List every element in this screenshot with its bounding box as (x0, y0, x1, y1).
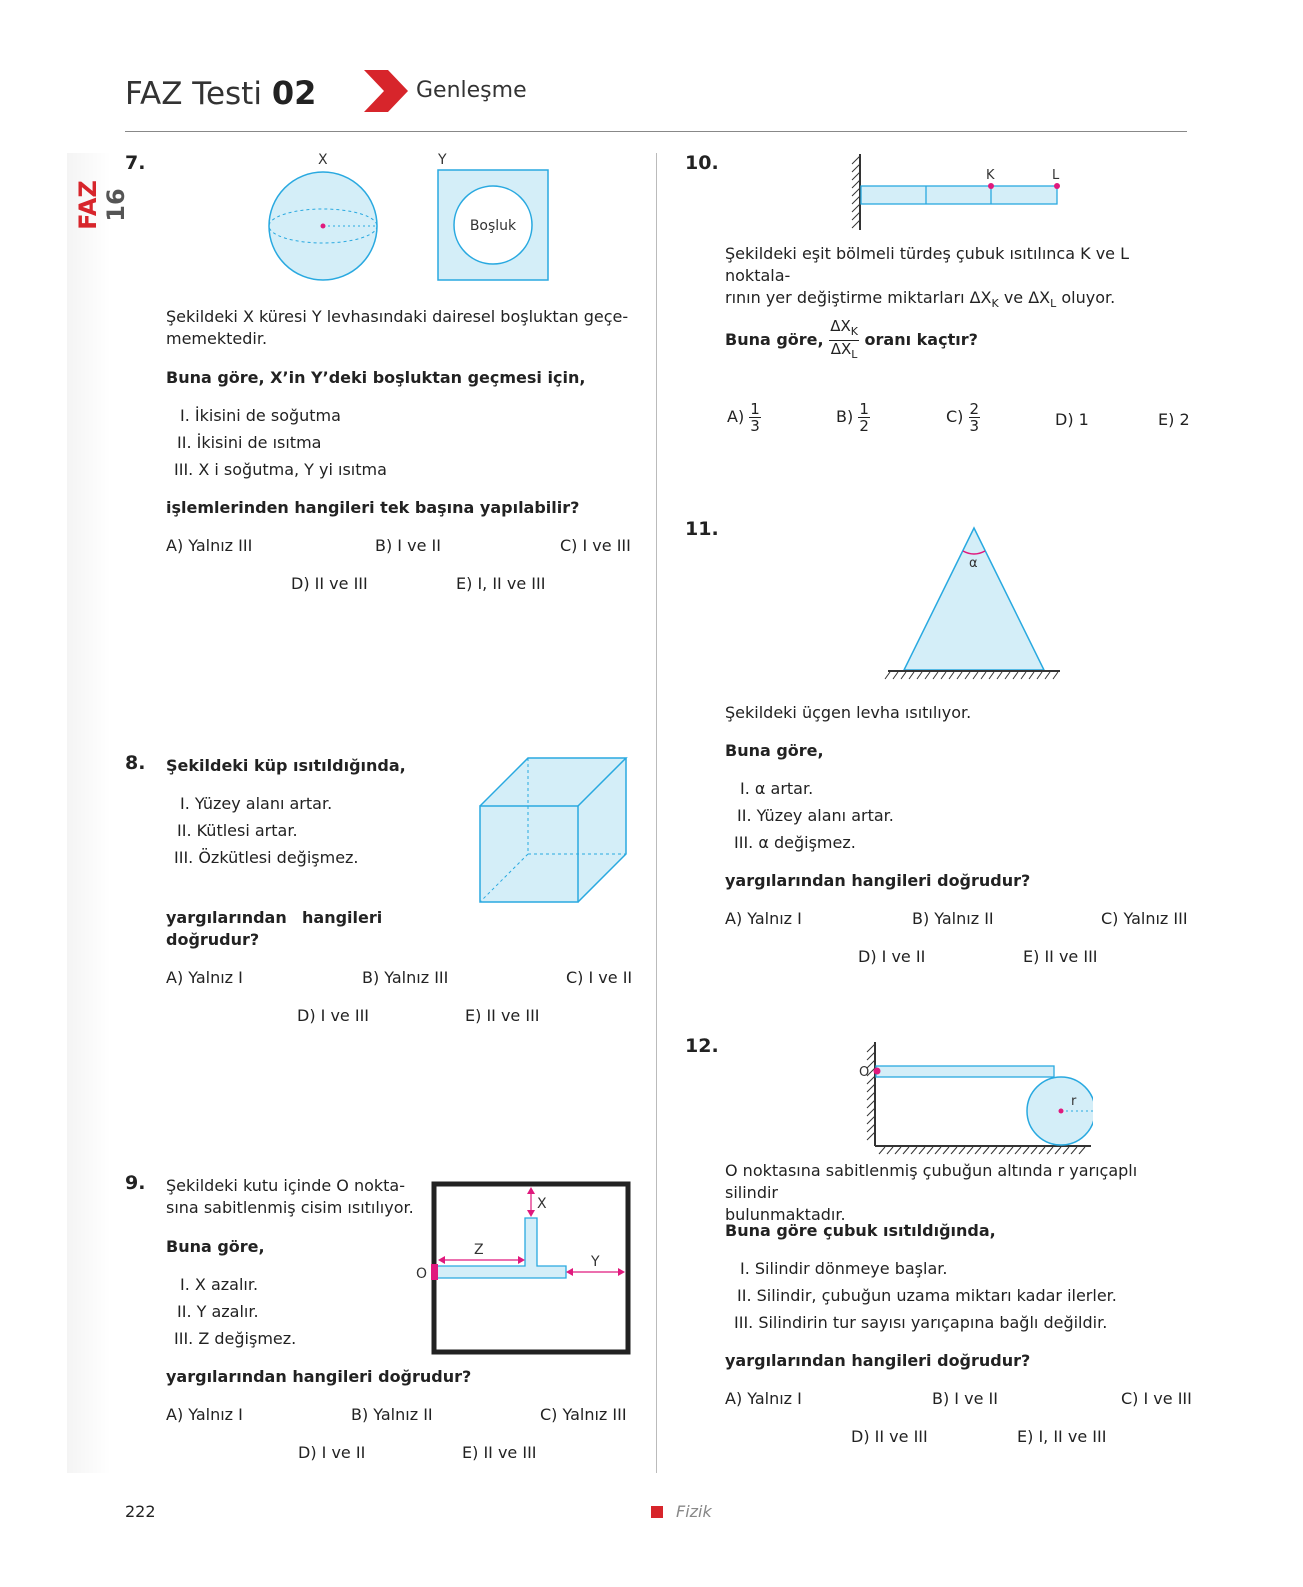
q10-option-c-den: 3 (969, 417, 980, 435)
sphere-center-point (321, 224, 326, 229)
topic-title: Genleşme (416, 78, 527, 103)
q10-option-d[interactable]: D) 1 (1055, 410, 1089, 429)
question-12-number: 12. (685, 1035, 719, 1057)
q9-question: Buna göre, (166, 1237, 265, 1256)
q12-option-c[interactable]: C) I ve III (1121, 1389, 1192, 1408)
q10-question (725, 318, 978, 363)
q8-item-3: III. Özkütlesi değişmez. (174, 848, 359, 867)
q8-item-1: I. Yüzey alanı artar. (180, 794, 333, 813)
q7-option-b[interactable]: B) I ve II (375, 536, 441, 555)
q7-x-label: X (318, 152, 328, 168)
q10-option-b-label: B) (836, 407, 854, 426)
q12-option-b[interactable]: B) I ve II (932, 1389, 998, 1408)
q10-text-line-2 (725, 287, 1195, 315)
subject-label: Fizik (676, 1502, 712, 1521)
q7-option-c[interactable]: C) I ve III (560, 536, 631, 555)
q10-text-end: oluyor. (1061, 288, 1116, 307)
q9-option-a[interactable]: A) Yalnız I (166, 1405, 243, 1424)
q10-option-c[interactable] (946, 401, 980, 434)
q11-text: Şekildeki üçgen levha ısıtılıyor. (725, 703, 972, 722)
q7-text-line-1: Şekildeki X küresi Y levhasındaki dairesel boşluktan geçe- (166, 307, 629, 326)
q7-item-3: III. X i soğutma, Y yi ısıtma (174, 460, 387, 479)
q7-footer-question: işlemlerinden hangileri tek başına yapılabilir? (166, 498, 580, 517)
q10-option-a-den: 3 (750, 417, 760, 435)
q9-item-1: I. X azalır. (180, 1275, 259, 1294)
title-text: FAZ Testi (125, 76, 262, 112)
q10-option-b[interactable] (836, 401, 870, 434)
q8-footer-q-2: hangileri (302, 908, 383, 927)
side-tab-brand: FAZ (74, 180, 102, 230)
q10-option-a[interactable] (727, 401, 761, 434)
q7-item-2: II. İkisini de ısıtma (177, 433, 322, 452)
q8-option-a[interactable]: A) Yalnız I (166, 968, 243, 987)
q12-option-d[interactable]: D) II ve III (851, 1427, 928, 1446)
q9-option-e[interactable]: E) II ve III (462, 1443, 537, 1462)
test-number: 02 (271, 74, 317, 112)
q10-option-e[interactable]: E) 2 (1158, 410, 1190, 429)
q10-ratio-den-sub: L (851, 348, 858, 361)
q9-y-label: Y (591, 1254, 600, 1270)
q7-text-line-2: memektedir. (166, 329, 268, 348)
q10-ratio-den: ΔX (830, 340, 852, 358)
q9-text (166, 1175, 416, 1219)
page-title (125, 74, 316, 112)
q10-question-post: oranı kaçtır? (864, 330, 978, 349)
q10-ratio-num: ΔX (830, 317, 851, 335)
q10-question-pre: Buna göre, (725, 330, 824, 349)
q7-figure (260, 150, 560, 285)
question-10-number: 10. (685, 152, 719, 174)
column-divider (656, 153, 657, 1473)
q9-option-d[interactable]: D) I ve II (298, 1443, 366, 1462)
q12-item-1: I. Silindir dönmeye başlar. (740, 1259, 948, 1278)
q10-option-c-label: C) (946, 407, 964, 426)
q8-footer-q-1: yargılarından (166, 908, 287, 927)
q7-option-a[interactable]: A) Yalnız III (166, 536, 253, 555)
q12-text-line-1: O noktasına sabitlenmiş çubuğun altında r yarıçaplı silindir (725, 1161, 1138, 1202)
q11-item-1: I. α artar. (740, 779, 814, 798)
q9-option-b[interactable]: B) Yalnız II (351, 1405, 433, 1424)
q8-cube-figure (478, 756, 630, 906)
q12-text-line-2: bulunmaktadır. (725, 1205, 846, 1224)
q12-option-e[interactable]: E) I, II ve III (1017, 1427, 1107, 1446)
q9-o-label: O (416, 1266, 428, 1282)
q10-rod-figure (846, 152, 1064, 232)
q7-option-e[interactable]: E) I, II ve III (456, 574, 546, 593)
q11-option-a[interactable]: A) Yalnız I (725, 909, 802, 928)
q12-item-3: III. Silindirin tur sayısı yarıçapına bağlı değildir. (734, 1313, 1108, 1332)
q10-option-c-num: 2 (969, 400, 980, 418)
q9-text-line-1: Şekildeki kutu içinde O nokta- (166, 1176, 406, 1195)
q11-option-d[interactable]: D) I ve II (858, 947, 926, 966)
q10-k-label: K (986, 168, 995, 183)
q8-option-e[interactable]: E) II ve III (465, 1006, 540, 1025)
q10-dxk-sub: K (991, 297, 999, 311)
side-strip (67, 153, 111, 1473)
chevron-right-icon (362, 68, 412, 114)
q11-item-3: III. α değişmez. (734, 833, 856, 852)
side-tab-number: 16 (102, 188, 130, 222)
q11-question: Buna göre, (725, 741, 824, 760)
q10-option-b-num: 1 (859, 400, 869, 418)
q9-footer-question: yargılarından hangileri doğrudur? (166, 1367, 472, 1386)
q10-text-line-2-start: rının yer değiştirme miktarları (725, 288, 965, 307)
q11-footer-question: yargılarından hangileri doğrudur? (725, 871, 1031, 890)
q8-footer-q-3: doğrudur? (166, 930, 260, 949)
q8-question: Şekildeki küp ısıtıldığında, (166, 756, 406, 775)
q10-option-b-den: 2 (859, 417, 869, 435)
question-11-number: 11. (685, 518, 719, 540)
q10-dxl-symbol: ΔX (1028, 288, 1051, 307)
q12-r-label: r (1071, 1094, 1077, 1109)
footer-square-icon (651, 1506, 663, 1518)
q11-alpha-label: α (969, 556, 978, 571)
question-8-number: 8. (125, 752, 146, 774)
q12-item-2: II. Silindir, çubuğun uzama miktarı kadar ilerler. (737, 1286, 1117, 1305)
q11-option-e[interactable]: E) II ve III (1023, 947, 1098, 966)
header-divider (125, 131, 1187, 132)
q10-option-b-fraction (858, 401, 870, 434)
hole-label: Boşluk (469, 218, 517, 234)
q10-l-label: L (1052, 168, 1060, 183)
q7-item-1: I. İkisini de soğutma (180, 406, 341, 425)
q8-option-d[interactable]: D) I ve III (297, 1006, 370, 1025)
q8-option-b[interactable]: B) Yalnız III (362, 968, 449, 987)
q11-option-c[interactable]: C) Yalnız III (1101, 909, 1188, 928)
q9-option-c[interactable]: C) Yalnız III (540, 1405, 627, 1424)
q9-x-label: X (537, 1196, 547, 1212)
q10-dxk-symbol: ΔX (969, 288, 992, 307)
q9-item-2: II. Y azalır. (177, 1302, 259, 1321)
q10-option-c-fraction (969, 401, 981, 434)
q7-option-d[interactable]: D) II ve III (291, 574, 368, 593)
q7-question: Buna göre, X’in Y’deki boşluktan geçmesi için, (166, 368, 586, 387)
page-number: 222 (125, 1502, 156, 1521)
q9-box-figure (410, 1180, 635, 1358)
q11-item-2: II. Yüzey alanı artar. (737, 806, 894, 825)
q10-text-line-1: Şekildeki eşit bölmeli türdeş çubuk ısıtılınca K ve L noktala- (725, 244, 1130, 285)
q12-cylinder-figure (853, 1038, 1093, 1158)
q12-footer-question: yargılarından hangileri doğrudur? (725, 1351, 1031, 1370)
q12-o-label: O (859, 1065, 870, 1080)
q10-option-a-label: A) (727, 407, 745, 426)
q10-text (725, 243, 1195, 315)
q11-option-b[interactable]: B) Yalnız II (912, 909, 994, 928)
question-7-number: 7. (125, 152, 146, 174)
q9-text-line-2: sına sabitlenmiş cisim ısıtılıyor. (166, 1198, 414, 1217)
q10-ratio-num-sub: K (850, 325, 858, 338)
q12-question: Buna göre çubuk ısıtıldığında, (725, 1221, 996, 1240)
q7-text (166, 306, 636, 350)
side-tab-label (74, 167, 130, 243)
q12-text (725, 1160, 1195, 1226)
q8-item-2: II. Kütlesi artar. (177, 821, 298, 840)
q10-ratio (829, 318, 859, 363)
q10-option-a-fraction (749, 401, 761, 434)
q9-z-label: Z (474, 1242, 484, 1258)
q12-option-a[interactable]: A) Yalnız I (725, 1389, 802, 1408)
q11-triangle-figure (884, 522, 1064, 682)
q10-text-ve: ve (1003, 288, 1024, 307)
question-9-number: 9. (125, 1172, 146, 1194)
q8-option-c[interactable]: C) I ve II (566, 968, 633, 987)
q10-dxl-sub: L (1050, 297, 1057, 311)
q7-y-label: Y (438, 152, 447, 168)
q9-item-3: III. Z değişmez. (174, 1329, 297, 1348)
q10-option-a-num: 1 (750, 400, 760, 418)
